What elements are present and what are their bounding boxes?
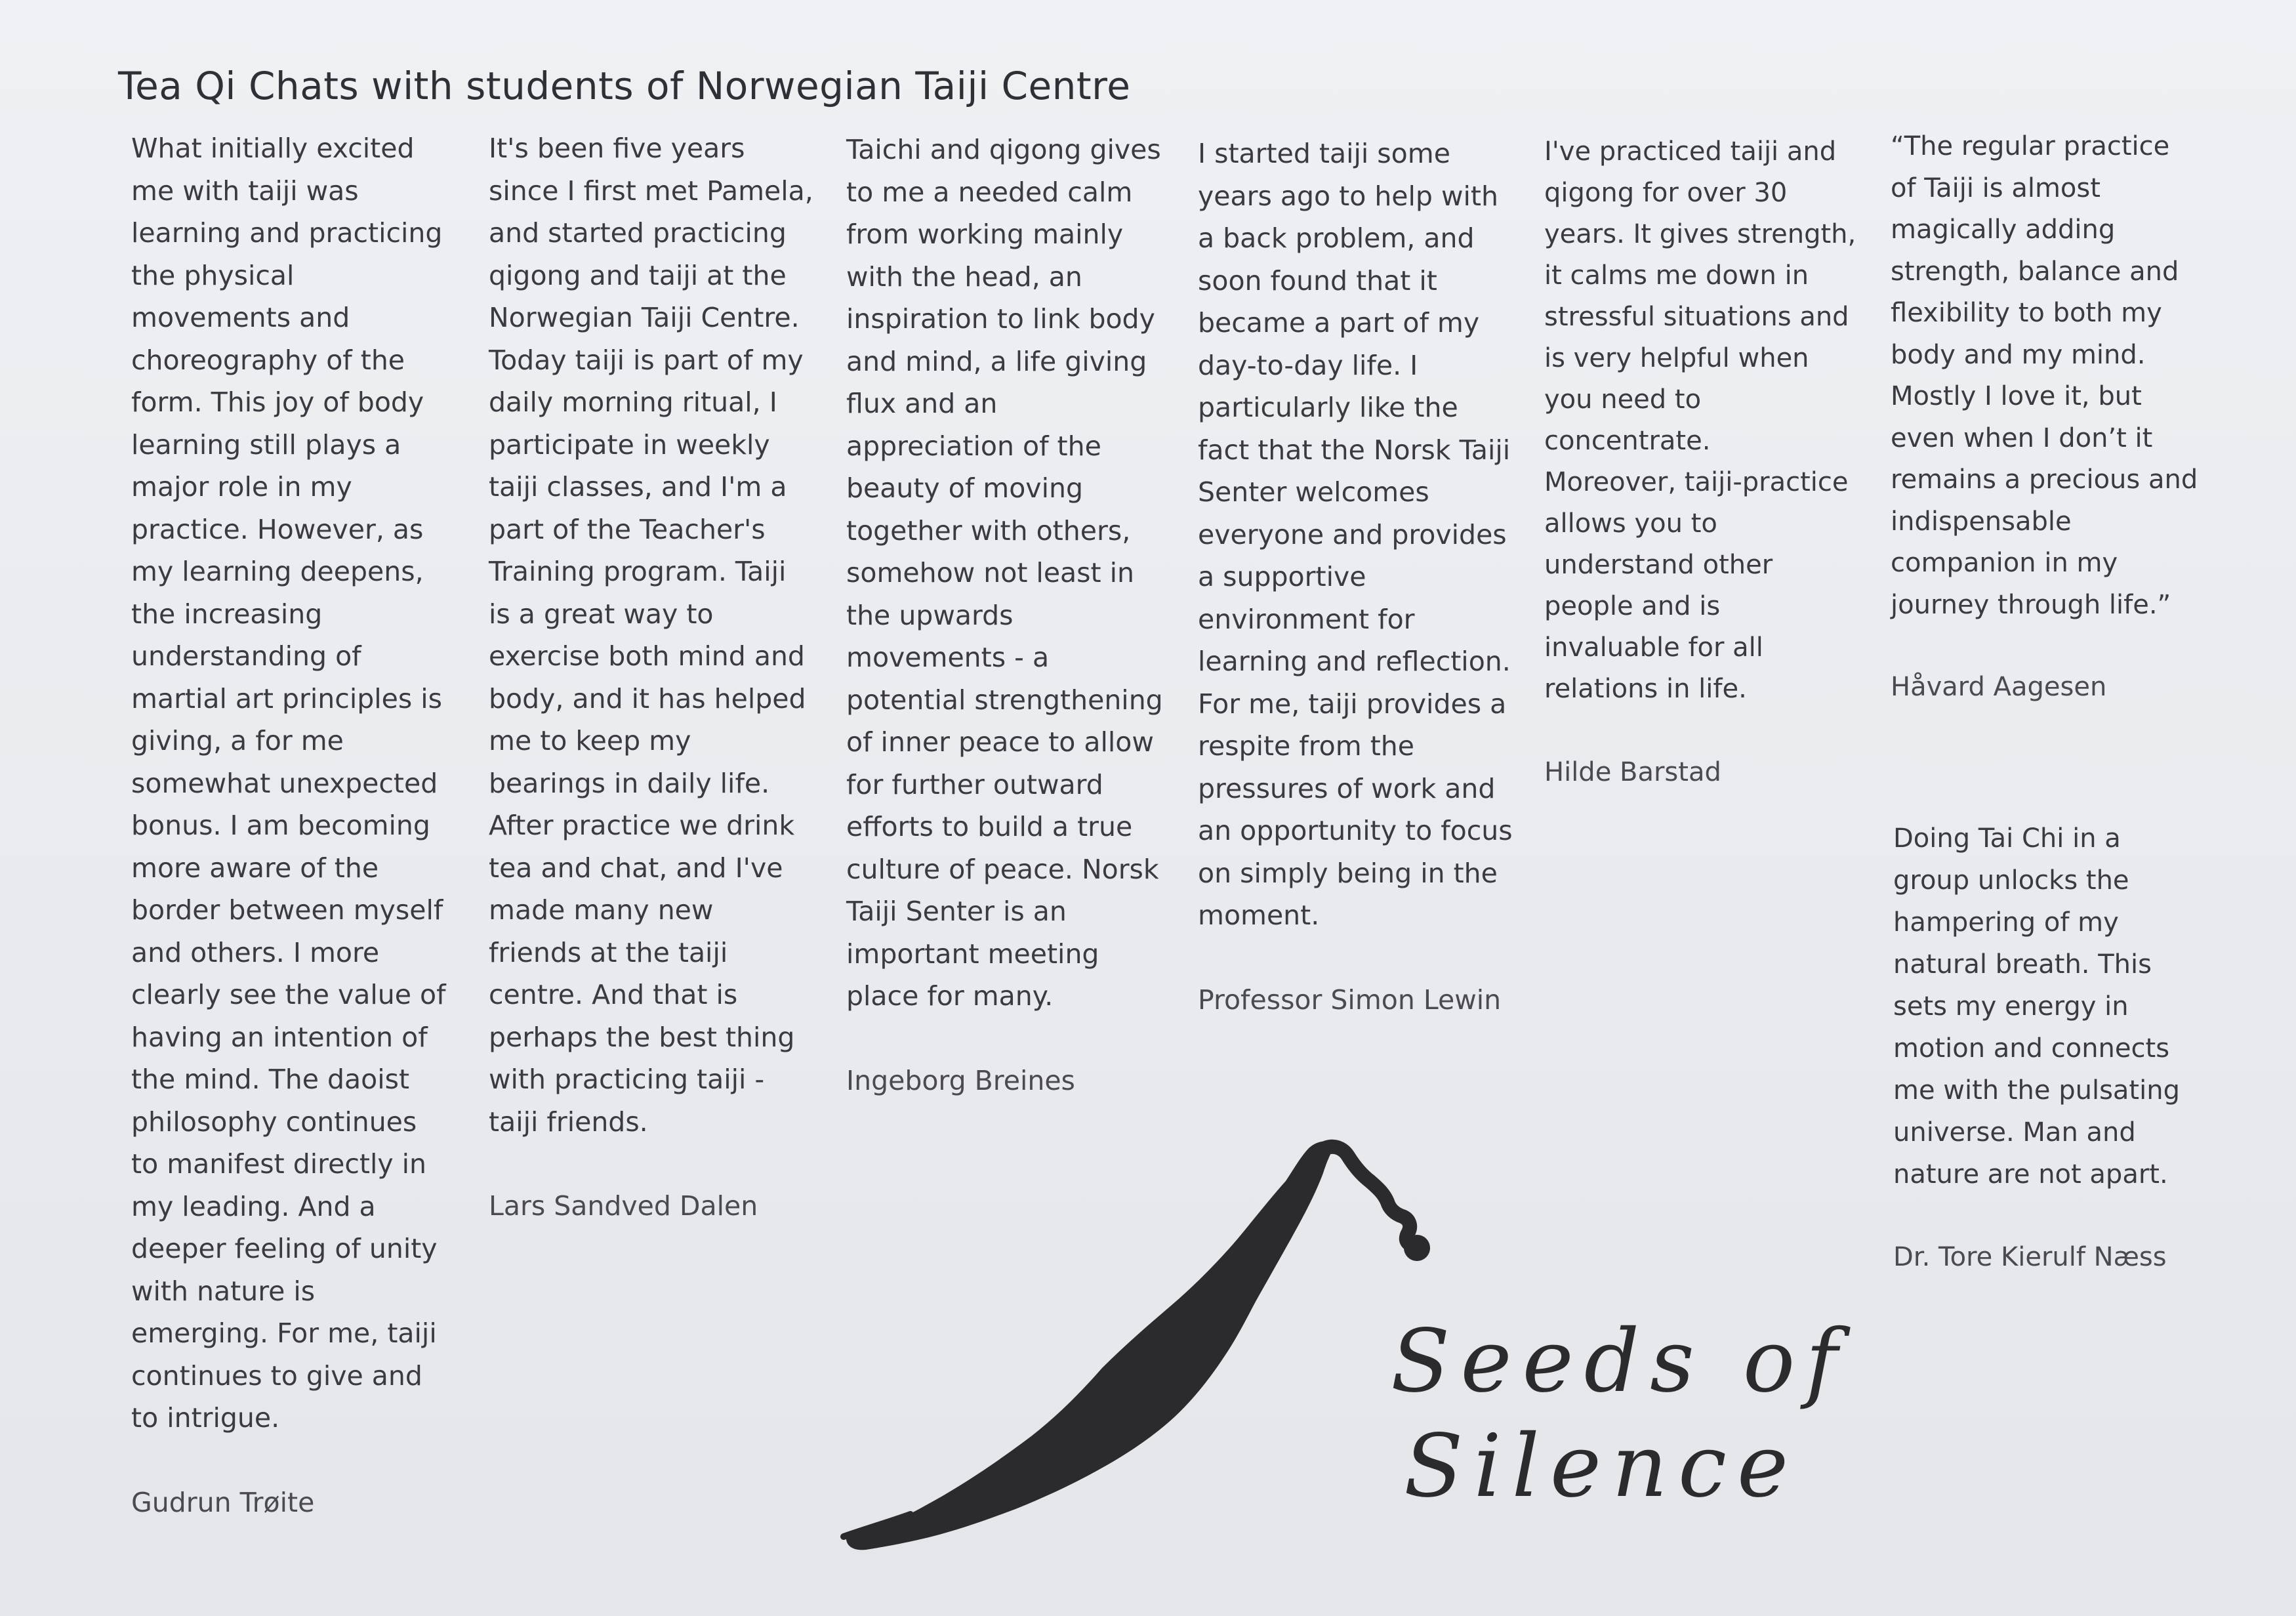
page-title: Tea Qi Chats with students of Norwegian Taiji Centre xyxy=(118,63,1131,108)
testimonial-author: Dr. Tore Kierulf Næss xyxy=(1893,1242,2167,1272)
brand-wordmark xyxy=(1391,1311,1851,1517)
testimonial-simon xyxy=(1198,133,1539,1021)
testimonial-author: Lars Sandved Dalen xyxy=(489,1190,758,1222)
testimonial-author: Ingeborg Breines xyxy=(846,1064,1075,1096)
ink-brush-mountain-icon xyxy=(844,1142,1430,1550)
testimonial-text: I've practiced taiji and qigong for over 30 years. It gives strength, it calms me down in stressful situations and is very helpful when you need to concentrate. Moreover, taiji-practice allows you to understand other people and is invaluable for all relations in life. xyxy=(1544,136,1856,704)
testimonial-text: Taichi and qigong gives to me a needed calm from working mainly with the head, an inspiration to link body and mind, a life giving flux and an appreciation of the beauty of moving together with others, somehow not least in the upwards movements - a potential strengthening of inner peace to allow for further outward efforts to build a true culture of peace. Norsk Taiji Senter is an important meeting place for many. xyxy=(846,134,1163,1012)
testimonial-author: Gudrun Trøite xyxy=(131,1486,315,1518)
testimonial-tore xyxy=(1893,818,2247,1278)
testimonial-text: I started taiji some years ago to help with a back problem, and soon found that it became a part of my day-to-day life. I particularly like the fact that the Norsk Taiji Senter welcomes everyone and provides a supportive environment for learning and reflection. For me, taiji provides a respite from the pressures of work and an opportunity to focus on simply being in the moment. xyxy=(1198,138,1513,931)
testimonial-havard xyxy=(1891,126,2245,709)
testimonial-hilde xyxy=(1544,131,1885,793)
testimonial-lars xyxy=(489,127,830,1228)
testimonial-author: Håvard Aagesen xyxy=(1891,672,2107,702)
testimonial-text: “The regular practice of Taiji is almost magically adding strength, balance and flexibility to both my body and my mind. Mostly I love it, but even when I don’t it remains a precious and indispensable companion in my journey through life.” xyxy=(1891,131,2198,620)
testimonial-gudrun xyxy=(131,127,472,1523)
testimonial-author: Hilde Barstad xyxy=(1544,757,1721,787)
seeds-of-silence-logo xyxy=(827,1129,1849,1562)
brand-line-1: Seeds of xyxy=(1391,1311,1849,1412)
testimonial-text: It's been five years since I first met Pamela, and started practicing qigong and taiji at the Norwegian Taiji Centre. Today taiji is part of my daily morning ritual, I participate in weekly taiji classes, and I'm a part of the Teacher's Training program. Taiji is a great way to exercise both mind and body, and it has helped me to keep my bearings in daily life. After practice we drink tea and chat, and I've made many new friends at the taiji centre. And that is perhaps the best thing with practicing taiji - taiji friends. xyxy=(489,133,813,1138)
testimonial-text: Doing Tai Chi in a group unlocks the hampering of my natural breath. This sets my energy in motion and connects me with the pulsating universe. Man and nature are not apart. xyxy=(1893,823,2180,1190)
testimonial-ingeborg xyxy=(846,129,1187,1102)
testimonial-author: Professor Simon Lewin xyxy=(1198,984,1502,1016)
brand-line-2: Silence xyxy=(1404,1416,1799,1517)
testimonial-text: What initially excited me with taiji was learning and practicing the physical movements and choreography of the form. This joy of body learning still plays a major role in my practice. However, as my learning deepens, the increasing understanding of martial art principles is giving, a for me somewhat unexpected bonus. I am becoming more aware of the border between myself and others. I more clearly see the value of having an intention of the mind. The daoist philosophy continues to manifest directly in my leading. And a deeper feeling of unity with nature is emerging. For me, taiji continues to give and to intrigue. xyxy=(131,133,446,1434)
